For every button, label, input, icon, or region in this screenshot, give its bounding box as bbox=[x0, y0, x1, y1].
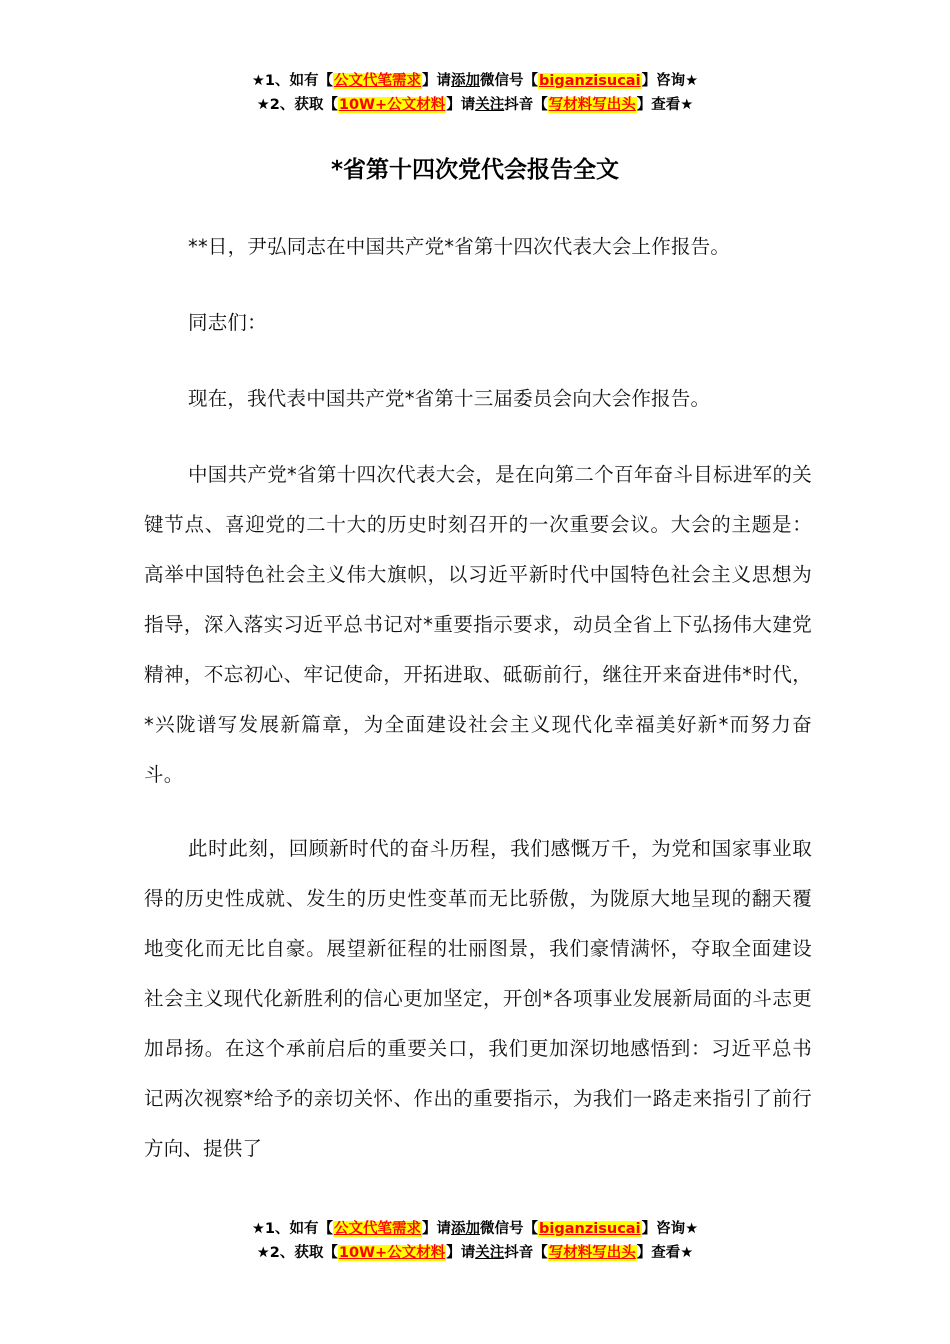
promo-text: 】咨询★ bbox=[641, 1221, 699, 1237]
promo-text: 】查看★ bbox=[636, 97, 694, 113]
document-title: *省第十四次党代会报告全文 bbox=[330, 157, 620, 183]
promo-highlight: 10W+公文材料 bbox=[338, 1245, 446, 1261]
promo-douyin-id: 写材料写出头 bbox=[548, 1245, 636, 1261]
promo-text: ★2、获取【 bbox=[256, 1245, 338, 1261]
header-promo-banner bbox=[0, 69, 950, 117]
promo-line-1 bbox=[0, 69, 950, 93]
promo-underlined-text: 添加 bbox=[451, 73, 481, 89]
promo-text: ★1、如有【 bbox=[251, 73, 334, 89]
body-paragraph-3: 现在，我代表中国共产党*省第十三届委员会向大会作报告。 bbox=[188, 387, 711, 410]
body-paragraph-1: **日，尹弘同志在中国共产党*省第十四次代表大会上作报告。 bbox=[188, 235, 731, 258]
promo-text: 微信号【 bbox=[480, 1221, 539, 1237]
promo-text: 】咨询★ bbox=[641, 73, 699, 89]
promo-text: 】请 bbox=[422, 1221, 452, 1237]
promo-underlined-text: 添加 bbox=[451, 1221, 481, 1237]
body-paragraph-2: 同志们： bbox=[188, 311, 267, 334]
promo-underlined-text: 关注 bbox=[475, 97, 505, 113]
promo-highlight: 公文代笔需求 bbox=[334, 73, 422, 89]
promo-line-2 bbox=[0, 93, 950, 117]
promo-text: 】查看★ bbox=[636, 1245, 694, 1261]
promo-text: 】请 bbox=[446, 1245, 476, 1261]
promo-highlight: 公文代笔需求 bbox=[334, 1221, 422, 1237]
promo-wechat-id: biganzisucai bbox=[539, 73, 641, 89]
promo-highlight: 10W+公文材料 bbox=[338, 97, 446, 113]
promo-wechat-id: biganzisucai bbox=[539, 1221, 641, 1237]
promo-text: 】请 bbox=[446, 97, 476, 113]
promo-underlined-text: 关注 bbox=[475, 1245, 505, 1261]
promo-douyin-id: 写材料写出头 bbox=[548, 97, 636, 113]
promo-line-2 bbox=[0, 1241, 950, 1265]
promo-text: 微信号【 bbox=[480, 73, 539, 89]
promo-text: 抖音【 bbox=[504, 97, 548, 113]
promo-text: ★1、如有【 bbox=[251, 1221, 334, 1237]
body-paragraph-5: 此时此刻，回顾新时代的奋斗历程，我们感慨万千，为党和国家事业取得的历史性成就、发生的历史性变革而无比骄傲，为陇原大地呈现的翻天覆地变化而无比自豪。展望新征程的壮丽图景，我们豪情满怀，夺取全面建设社会主义现代化新胜利的信心更加坚定，开创*各项事业发展新局面的斗志更加昂扬。在这个承前启后的重要关口，我们更加深切地感悟到：习近平总书记两次视察*给予的亲切关怀、作出的重要指示，为我们一路走来指引了前行方向、提供了 bbox=[144, 837, 812, 1160]
promo-text: ★2、获取【 bbox=[256, 97, 338, 113]
promo-text: 抖音【 bbox=[504, 1245, 548, 1261]
footer-promo-banner bbox=[0, 1217, 950, 1265]
body-paragraph-4: 中国共产党*省第十四次代表大会，是在向第二个百年奋斗目标进军的关键节点、喜迎党的二十大的历史时刻召开的一次重要会议。大会的主题是：高举中国特色社会主义伟大旗帜，以习近平新时代中国特色社会主义思想为指导，深入落实习近平总书记对*重要指示要求，动员全省上下弘扬伟大建党精神，不忘初心、牢记使命，开拓进取、砥砺前行，继往开来奋进伟*时代，*兴陇谱写发展新篇章，为全面建设社会主义现代化幸福美好新*而努力奋斗。 bbox=[144, 463, 812, 786]
promo-line-1 bbox=[0, 1217, 950, 1241]
promo-text: 】请 bbox=[422, 73, 452, 89]
